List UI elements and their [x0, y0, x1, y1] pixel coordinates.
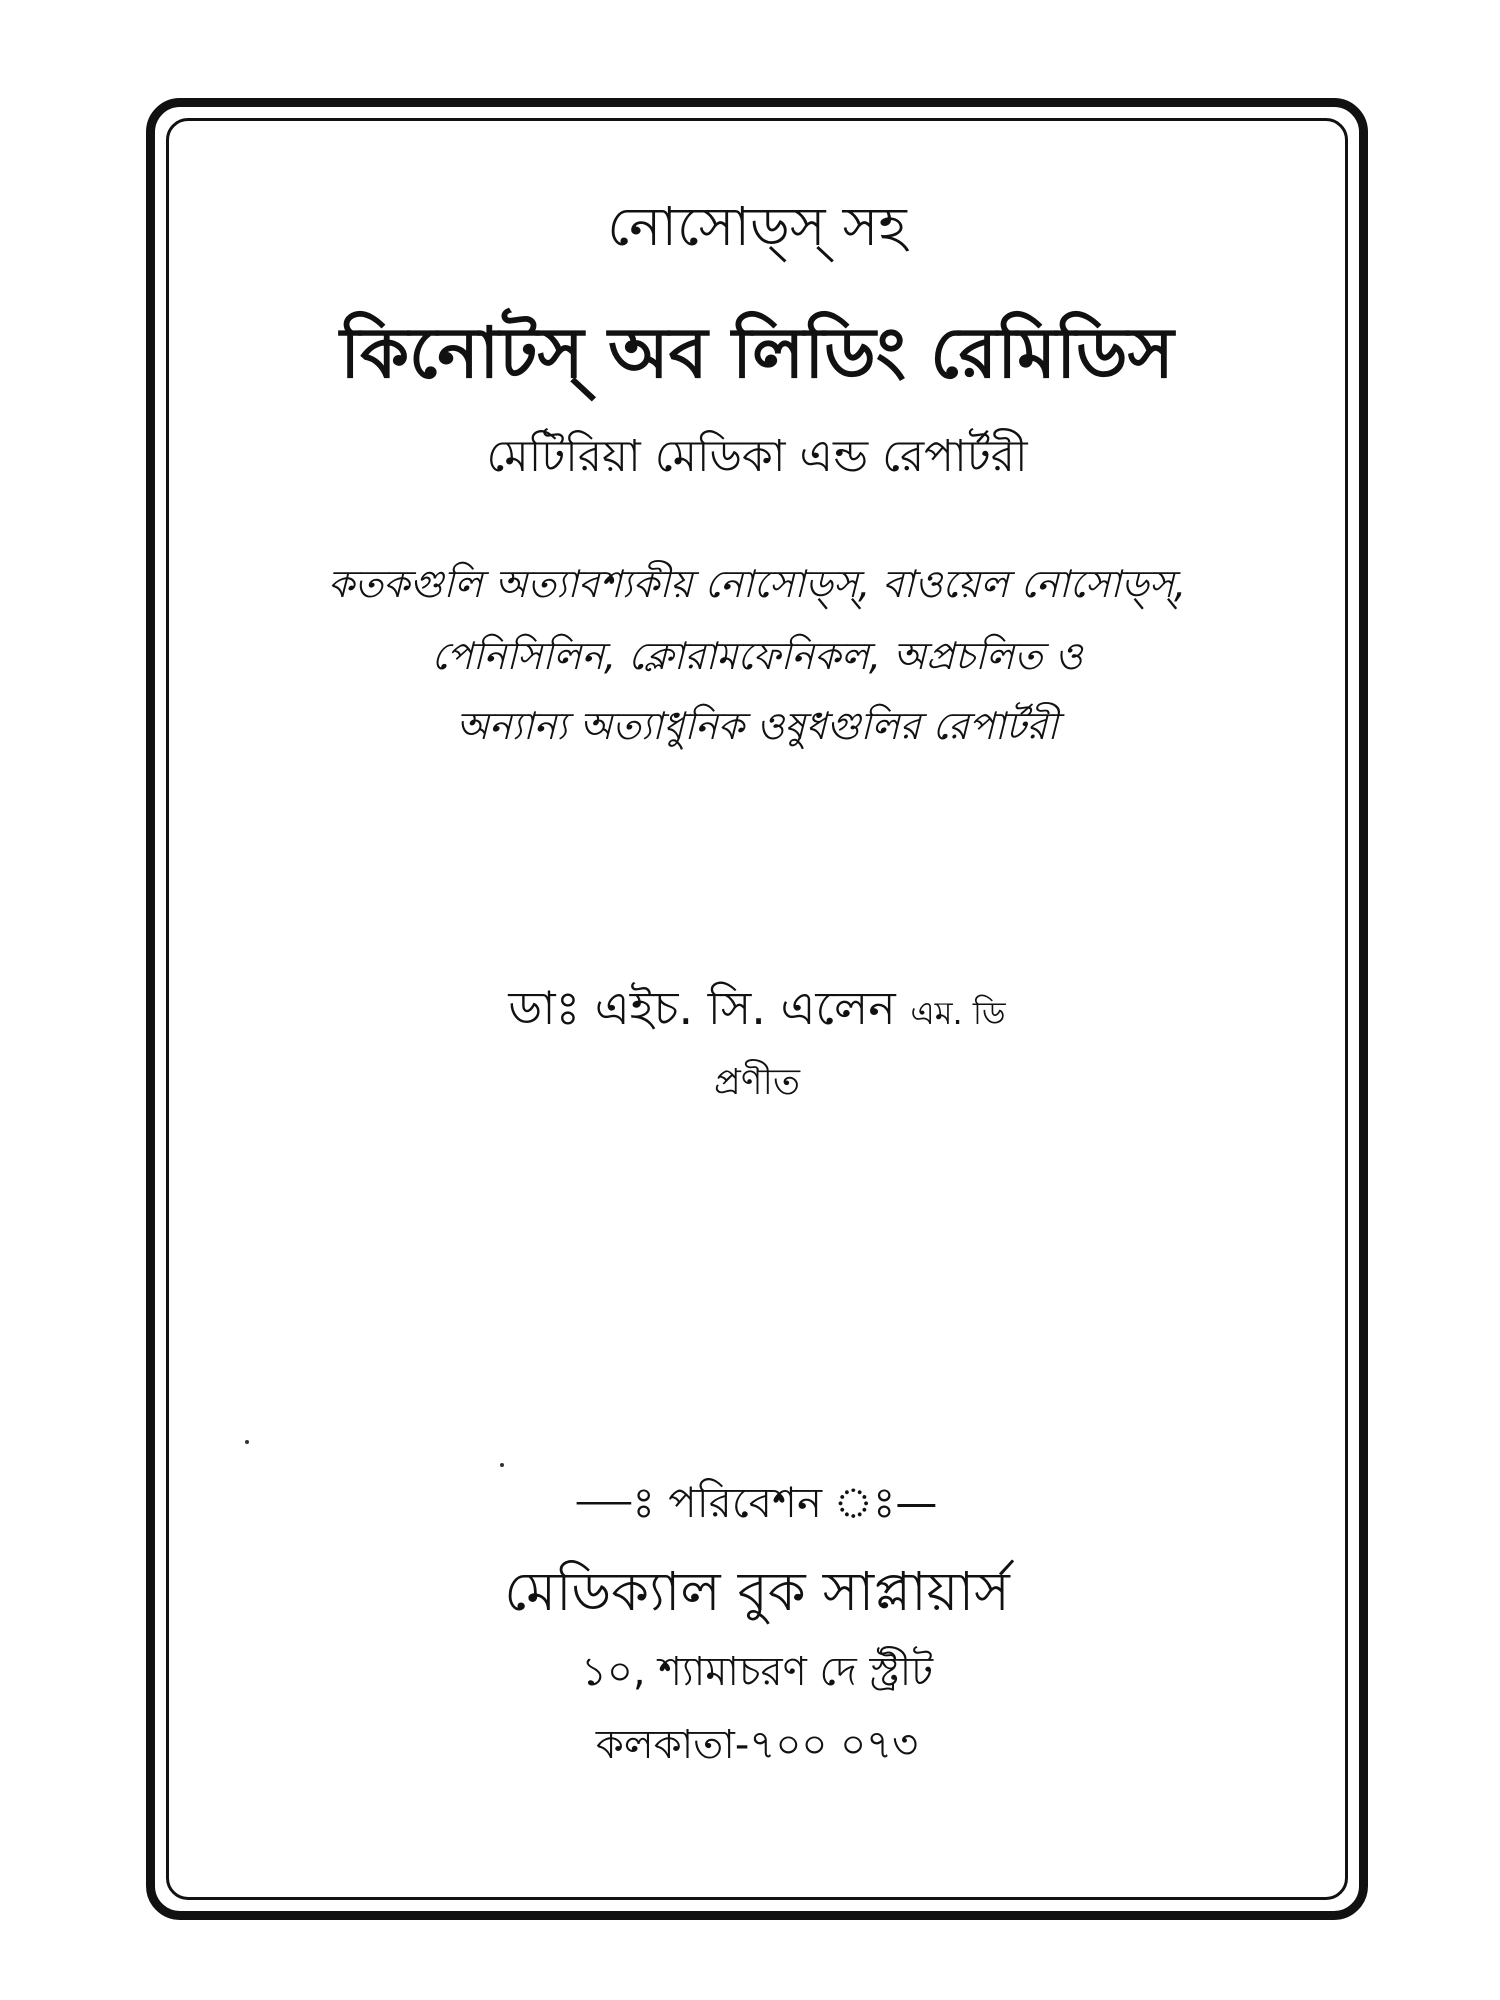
publisher-address-city: কলকাতা-৭০০ ০৭৩: [595, 1722, 919, 1768]
author-degree: এম. ডি: [910, 994, 1006, 1032]
book-subtitle: মেটিরিয়া মেডিকা এন্ড রেপার্টরী: [486, 431, 1028, 482]
author-line: [166, 981, 1348, 1035]
description-line-1: কতকগুলি অত্যাবশ্যকীয় নোসোড্‌স্, বাওয়েল নোসোড্‌স্,: [327, 562, 1187, 606]
book-title: কিনোটস্ অব লিডিং রেমিডিস: [340, 312, 1174, 394]
scan-speck: [245, 1440, 249, 1444]
description-line-3: অন্যান্য অত্যাধুনিক ওষুধগুলির রেপার্টরী: [455, 704, 1059, 748]
scan-speck: [500, 1463, 504, 1467]
author-name: ডাঃ এইচ. সি. এলেন: [508, 981, 896, 1035]
publisher-name: মেডিক্যাল বুক সাপ্লায়ার্স: [504, 1560, 1010, 1623]
pre-title: নোসোড্‌স্ সহ: [607, 195, 907, 258]
description-line-2: পেনিসিলিন, ক্লোরামফেনিকল, অপ্রচলিত ও: [431, 634, 1083, 678]
publisher-address-street: ১০, শ্যামাচরণ দে স্ট্রীট: [580, 1649, 934, 1695]
distribution-label: —ঃ পরিবেশন ঃ—: [576, 1478, 938, 1527]
authored-label: প্রণীত: [714, 1062, 800, 1103]
